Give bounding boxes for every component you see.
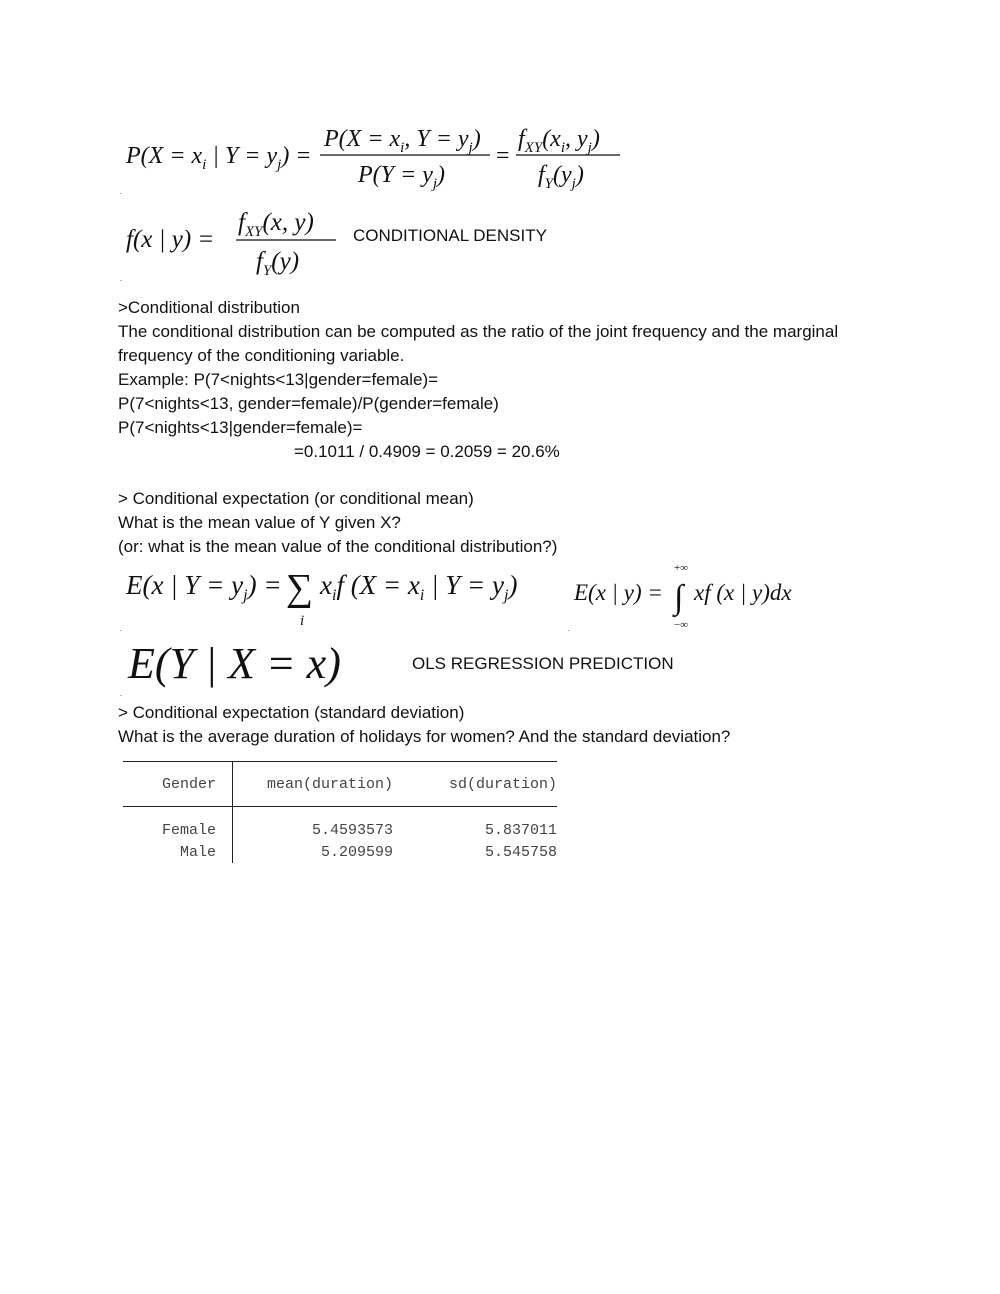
svg-text:+∞: +∞: [674, 562, 689, 574]
cell-mean: 5.4593573: [311, 821, 393, 839]
cell-gender: Female: [123, 807, 233, 842]
svg-text:P(X = xi, Y = yj): $P(X = x_i$, $Y = y_j$): [324, 126, 481, 156]
cell-sd: 5.837011: [484, 821, 557, 839]
duration-stats-table: [123, 761, 557, 863]
example-line3: P(7<nights<13|gender=female)=: [118, 418, 363, 437]
svg-text:∫: ∫: [674, 579, 684, 616]
svg-text:E(x | y) =: E(x | y) =: [574, 580, 663, 605]
conditional-sd-heading: > Conditional expectation (standard deviation): [118, 703, 465, 722]
svg-text:P(Y = yj): $P(Y = y_j)$: [358, 162, 446, 192]
svg-text:fXY(x, y): $f_{XY}(x$, y): [238, 209, 314, 240]
conditional-density-formula: [120, 205, 350, 283]
svg-text:E(Y | X = x): E(Y | X = x): [128, 639, 341, 688]
ols-expectation-formula: [124, 634, 384, 694]
svg-text:xif (X = xi | Y = yj): $x_if$ ($X = x_i$ | $Y = y_j$): [320, 570, 518, 604]
table-row: [123, 841, 557, 863]
table-row: [123, 807, 557, 842]
conditional-expectation-note: (or: what is the mean value of the conditional distribution?): [118, 537, 558, 556]
svg-text:E(x | Y = yj) =: E(x | $Y = y_j$) =: [126, 570, 282, 604]
header-gender: Gender: [123, 762, 233, 807]
cell-gender: Male: [123, 841, 233, 863]
conditional-distribution-heading: >Conditional distribution: [118, 298, 300, 317]
svg-text:=: =: [496, 143, 510, 169]
conditional-expectation-heading: > Conditional expectation (or conditional mean): [118, 489, 474, 508]
svg-text:fY(yj): $f_Y(y_j)$: [538, 162, 584, 192]
svg-text:∑: ∑: [286, 567, 314, 609]
conditional-distribution-text-line1: The conditional distribution can be computed as the ratio of the joint frequency and the marginal: [118, 322, 839, 341]
svg-text:i: i: [300, 613, 305, 629]
conditional-probability-formula: [120, 118, 640, 198]
svg-text:fXY(xi, yj): $f_{XY}(x_i$, $y_j$): [518, 126, 600, 156]
continuous-conditional-expectation-formula: [570, 560, 810, 632]
conditional-sd-question: What is the average duration of holidays for women? And the standard deviation?: [118, 727, 731, 746]
svg-text:xf (x | y)dx: xf (x | y)dx: [694, 580, 792, 605]
svg-text:P(X = xi | Y = yj) =: $P(X = x_i$ | $Y = y_j$) =: [126, 143, 312, 173]
header-mean-duration: mean(duration): [266, 775, 393, 793]
svg-text:−∞: −∞: [674, 619, 689, 631]
conditional-distribution-text-line2: frequency of the conditioning variable.: [118, 346, 405, 365]
example-line2: P(7<nights<13, gender=female)/P(gender=female): [118, 394, 499, 413]
ols-regression-label: OLS REGRESSION PREDICTION: [412, 654, 674, 673]
table-header-row: [123, 762, 557, 807]
example-result: =0.1011 / 0.4909 = 0.2059 = 20.6%: [294, 442, 560, 461]
header-sd-duration: sd(duration): [448, 775, 557, 793]
cell-sd: 5.545758: [484, 843, 557, 861]
example-line1: Example: P(7<nights<13|gender=female)=: [118, 370, 439, 389]
svg-text:f(x | y) =: f(x | y) =: [126, 226, 215, 253]
discrete-conditional-expectation-formula: [120, 562, 550, 632]
cell-mean: 5.209599: [320, 843, 393, 861]
conditional-density-label: CONDITIONAL DENSITY: [353, 226, 547, 245]
svg-text:fY(y): $f_Y(y)$: [256, 248, 300, 279]
conditional-expectation-question: What is the mean value of Y given X?: [118, 513, 401, 532]
